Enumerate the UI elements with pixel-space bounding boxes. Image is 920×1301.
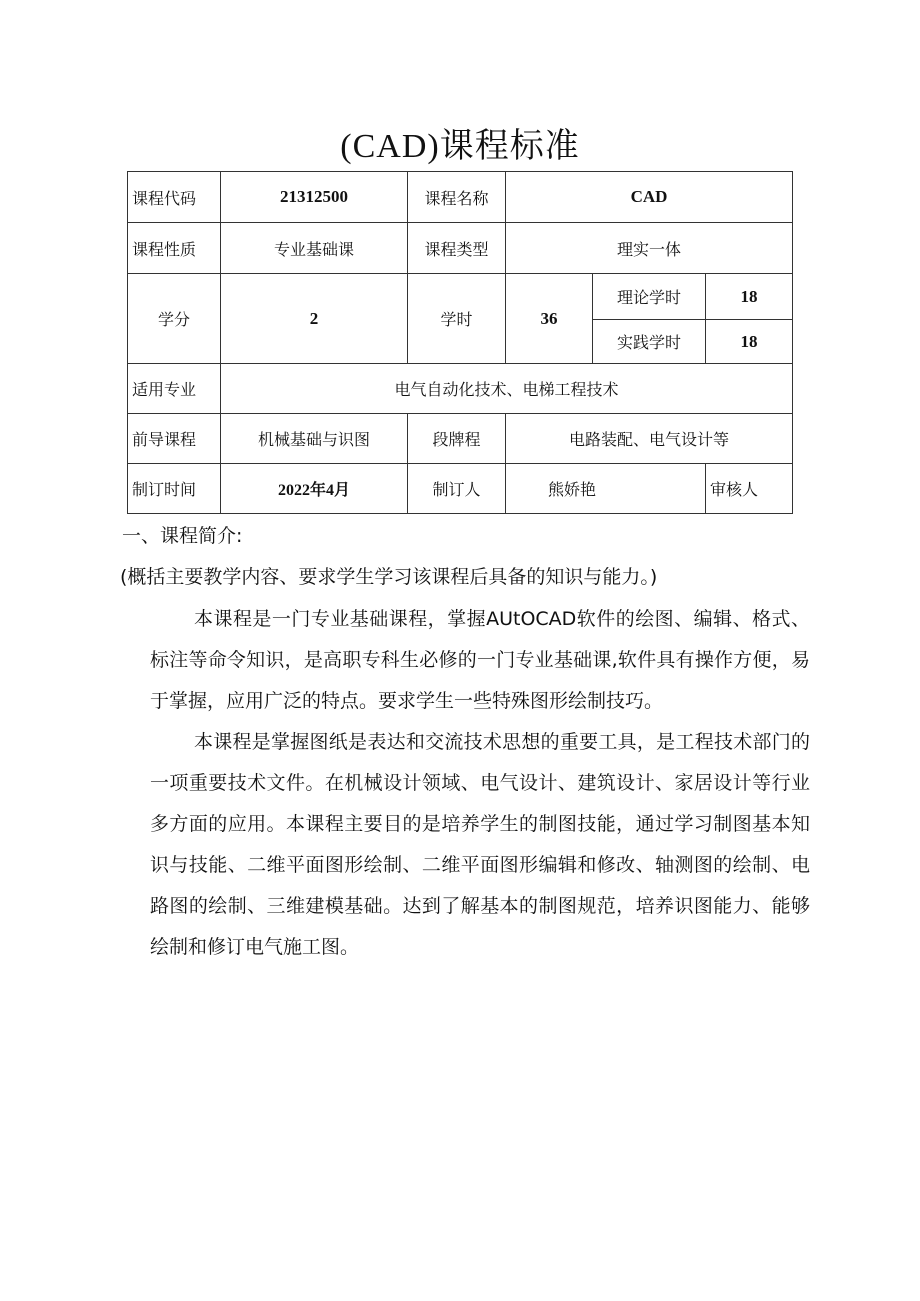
course-type-value: 理实一体 [506, 223, 793, 274]
date-value: 2022年4月 [221, 464, 408, 514]
table-row [128, 172, 793, 223]
course-name-value: CAD [506, 172, 793, 223]
date-label: 制订时间 [128, 464, 221, 514]
credit-value: 2 [221, 274, 408, 364]
section-note: (概括主要教学内容、要求学生学习该课程后具备的知识与能力。) [120, 566, 658, 588]
hours-value: 36 [506, 274, 593, 364]
table-row [128, 464, 793, 514]
table-row [128, 364, 793, 414]
reviewer-label: 审核人 [706, 464, 793, 514]
prereq-label: 前导课程 [128, 414, 221, 464]
course-type-label: 课程类型 [408, 223, 506, 274]
theory-hours-value: 18 [706, 274, 793, 320]
course-nature-value: 专业基础课 [221, 223, 408, 274]
intro-paragraph-2: 本课程是掌握图纸是表达和交流技术思想的重要工具，是工程技术部门的一项重要技术文件。在机械设计领域、电气设计、建筑设计、家居设计等行业多方面的应用。本课程主要目的是培养学生的制图技能，通过学习制图基本知识与技能、二维平面图形绘制、二维平面图形编辑和修改、轴测图的绘制、电路图的绘制、三维建模基础。达到了解基本的制图规范，培养识图能力、能够绘制和修订电气施工图。 [150, 731, 810, 958]
major-label: 适用专业 [128, 364, 221, 414]
practice-hours-value: 18 [706, 320, 793, 364]
course-name-label: 课程名称 [408, 172, 506, 223]
credit-label: 学分 [128, 274, 221, 364]
table-row [128, 223, 793, 274]
author-value: 熊娇艳 [506, 464, 706, 514]
table-row [128, 274, 793, 320]
course-code-value: 21312500 [221, 172, 408, 223]
major-value: 电气自动化技术、电梯工程技术 [221, 364, 793, 414]
document-title: (CAD)课程标准 [340, 128, 580, 165]
author-label: 制订人 [408, 464, 506, 514]
follow-label: 段牌程 [408, 414, 506, 464]
course-nature-label: 课程性质 [128, 223, 221, 274]
table-row [128, 414, 793, 464]
course-info-table [127, 171, 793, 514]
follow-value: 电路装配、电气设计等 [506, 414, 793, 464]
course-code-label: 课程代码 [128, 172, 221, 223]
theory-hours-label: 理论学时 [593, 274, 706, 320]
hours-label: 学时 [408, 274, 506, 364]
intro-paragraph-1: 本课程是一门专业基础课程，掌握AUtOCAD软件的绘图、编辑、格式、标注等命令知识，是高职专科生必修的一门专业基础课,软件具有操作方便，易于掌握，应用广泛的特点。要求学生一些特殊图形绘制技巧。 [150, 608, 810, 712]
prereq-value: 机械基础与识图 [221, 414, 408, 464]
practice-hours-label: 实践学时 [593, 320, 706, 364]
section-heading: 一、课程简介: [122, 525, 243, 547]
